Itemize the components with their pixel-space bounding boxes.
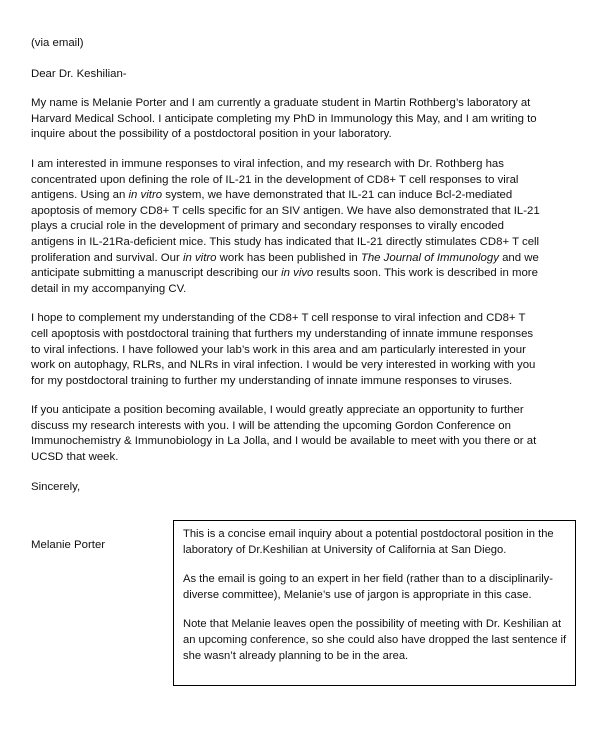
italic-journal-title: The Journal of Immunology [360,251,499,264]
paragraph-research-text: system, we have demonstrated that IL-21 can induce Bcl-2-mediated apoptosis of memory CD8+ T cells specific for an SIV antigen. We have also demonstrated that IL-21 plays a crucial role in the development of primary and secondary responses to virally encoded antigens in IL-21Ra-deficient mice. This study has indicated that IL-21 directly stimulates CD8+ T cell proliferation and survival. Our [31,189,540,264]
salutation: Dear Dr. Keshilian- [31,67,127,80]
paragraph-research-text: I am interested in immune responses to viral infection, and my research with Dr. Rothberg has concentrated upon defining the role of IL-21 in the development of CD8+ T cell responses to viral antigens. Using an [31,157,519,202]
via-email-line: (via email) [31,37,84,49]
italic-in-vitro: in vitro [128,189,163,202]
paragraph-introduction: My name is Melanie Porter and I am currently a graduate student in Martin Rothberg’s laboratory at Harvard Medical School. I anticipate completing my PhD in Immunology this May, and I am writing to inquire about the possibility of a postdoctoral position in your laboratory. [31,97,537,141]
italic-in-vitro: in vitro [182,251,217,264]
annotation-note: This is a concise email inquiry about a potential postdoctoral position in the laboratory of Dr.Keshilian at University of California at San Diego. [183,528,554,556]
paragraph-research [31,157,541,297]
closing: Sincerely, [31,480,81,493]
paragraph-meeting: If you anticipate a position becoming available, I would greatly appreciate an opportunity to further discuss my research interests with you. I will be attending the upcoming Gordon Conference on Immunochemistry & Immunobiology in La Jolla, and I would be available to meet with you there or at UCSD that week. [31,404,537,464]
annotation-box [173,520,576,686]
italic-in-vivo: in vivo [281,267,314,280]
annotation-note: As the email is going to an expert in her field (rather than to a disciplinarily-diverse committee), Melanie’s use of jargon is appropriate in this case. [183,573,553,601]
paragraph-research-text: and we anticipate submitting a manuscript describing our [31,251,539,280]
paragraph-research-text: results soon. This work is described in more detail in my accompanying CV. [31,267,538,295]
letter-body [31,36,541,495]
paragraph-research-text: work has been published in [216,251,361,264]
annotation-note: Note that Melanie leaves open the possibility of meeting with Dr. Keshilian at an upcoming conference, so she could also have dropped the last sentence if she wasn’t already planning to be in the area. [183,618,567,662]
paragraph-goals: I hope to complement my understanding of the CD8+ T cell response to viral infection and CD8+ T cell apoptosis with postdoctoral training that furthers my understanding of innate immune responses to viral infections. I have followed your lab’s work in this area and am particularly interested in your work on autophagy, RLRs, and NLRs in viral infection. I would be very interested in working with you for my postdoctoral training to further my understanding of innate immune responses to viruses. [31,312,536,387]
signature-name: Melanie Porter [31,539,106,551]
